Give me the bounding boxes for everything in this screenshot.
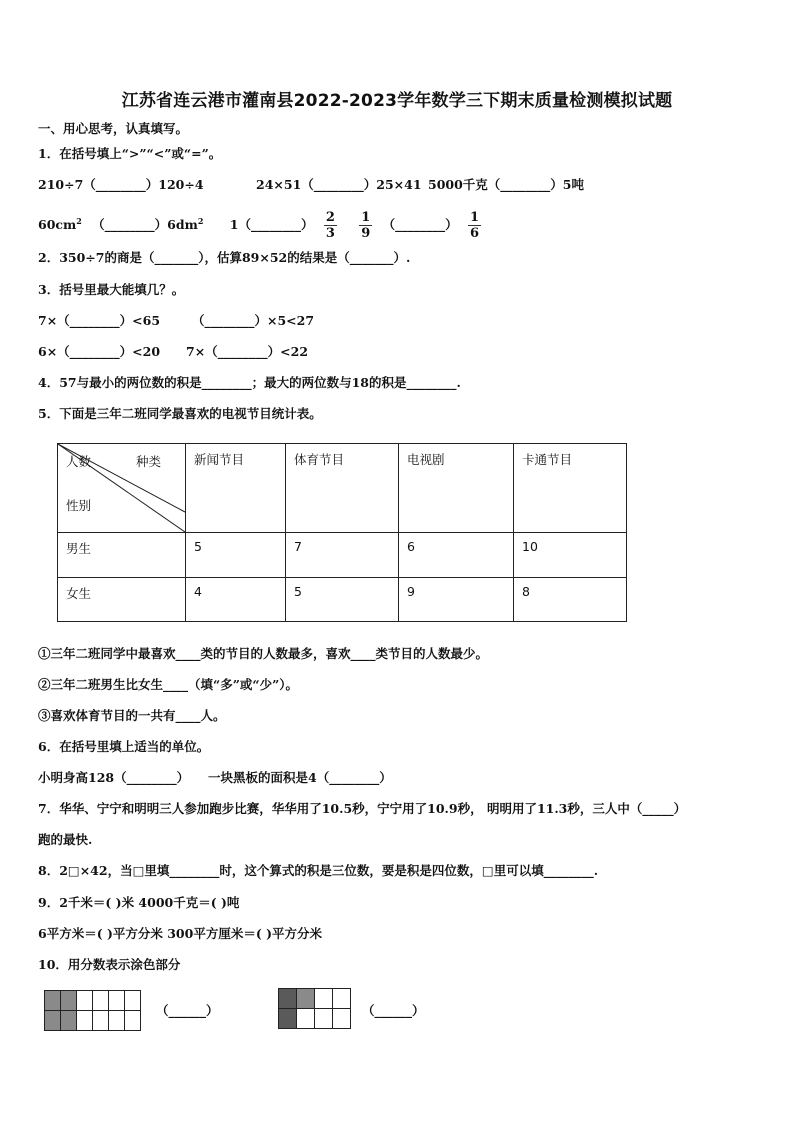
table-corner-cell — [58, 444, 186, 533]
q1-item-5: 1（________） — [229, 217, 314, 233]
q1-row1 — [38, 176, 584, 194]
q3-heading: 3．括号里最大能填几？。 — [38, 282, 185, 297]
q9-line-1: 9．2千米＝( )米 4000千克＝( )吨 — [38, 895, 240, 910]
column-header-drama: 电视剧 — [399, 444, 514, 533]
column-header-news: 新闻节目 — [186, 444, 286, 533]
q8: 8．2□×42，当□里填________时，这个算式的积是三位数，要是积是四位数，□里可以填________. — [38, 863, 599, 878]
q5-sub-2: ②三年二班男生比女生____（填“多”或“少”）。 — [38, 677, 299, 692]
q5-heading: 5．下面是三年二班同学最喜欢的电视节目统计表。 — [38, 406, 322, 421]
q3-item-4: 7×（________）<22 — [186, 344, 309, 359]
q1-heading: 1．在括号填上“>”“<”或“=”。 — [38, 146, 222, 161]
q1-item-3: 5000千克（________）5吨 — [428, 177, 584, 192]
q10-blank-2: （______） — [362, 1003, 425, 1018]
q7-line-2: 跑的最快. — [38, 832, 93, 847]
row-label-girls: 女生 — [58, 578, 186, 622]
tv-program-table — [57, 443, 627, 622]
q1-item-1: 210÷7（________）120÷4 — [38, 177, 204, 192]
q1-item-2: 24×51（________）25×41 — [256, 177, 422, 192]
fraction-2-3: $\frac{2}{3}$ — [325, 210, 335, 242]
table-row — [58, 578, 627, 622]
q3-item-1: 7×（________）<65 — [38, 313, 161, 328]
column-header-cartoon: 卡通节目 — [514, 444, 627, 533]
section-heading: 一、用心思考，认真填写。 — [38, 121, 189, 136]
corner-gender-label: 性别 — [66, 498, 92, 513]
q6-heading: 6．在括号里填上适当的单位。 — [38, 739, 210, 754]
q9-line-2: 6平方米＝( )平方分米 300平方厘米＝( )平方分米 — [38, 926, 323, 941]
shaded-grid-1 — [44, 990, 141, 1031]
fraction-1-9: $\frac{1}{9}$ — [361, 210, 371, 242]
q6-item-1: 小明身高128（________） — [38, 770, 190, 785]
q5-sub-1: ①三年二班同学中最喜欢____类的节目的人数最多，喜欢____类节目的人数最少。 — [38, 646, 489, 661]
corner-people-label: 人数 — [66, 454, 92, 469]
q10-blank-1: （______） — [156, 1003, 219, 1018]
q3-row2 — [38, 343, 308, 361]
q5-sub-3: ③喜欢体育节目的一共有____人。 — [38, 708, 226, 723]
q7-line-1: 7．华华、宁宁和明明三人参加跑步比赛，华华用了10.5秒，宁宁用了10.9秒， 明明用了11.3秒，三人中（_____） — [38, 801, 687, 816]
table-cell: 9 — [399, 578, 514, 622]
q1-item-4a: 60cm — [38, 217, 77, 233]
q2: 2．350÷7的商是（_______），估算89×52的结果是（_______）. — [38, 250, 411, 265]
table-cell: 8 — [514, 578, 627, 622]
table-cell: 10 — [514, 533, 627, 578]
q3-item-3: 6×（________）<20 — [38, 344, 161, 359]
q1-row2: $60cm^2$ $(\_\_\_\_\_\_\_\_)6dm^2$ 1（________） $\frac{2}{3}$ $\frac{1}{9}$ （________） $\frac{1}{6}$ — [38, 210, 480, 242]
column-header-sports: 体育节目 — [286, 444, 399, 533]
q3-row1 — [38, 312, 314, 330]
table-cell: 7 — [286, 533, 399, 578]
table-cell: 5 — [186, 533, 286, 578]
table-cell: 5 — [286, 578, 399, 622]
q4: 4．57与最小的两位数的积是________；最大的两位数与18的积是________. — [38, 375, 461, 390]
table-cell: 4 — [186, 578, 286, 622]
table-cell: 6 — [399, 533, 514, 578]
corner-kind-label: 种类 — [136, 454, 162, 469]
exam-title: 江苏省连云港市灌南县2022-2023学年数学三下期末质量检测模拟试题 — [121, 91, 673, 111]
q6-row — [38, 769, 392, 787]
q1-item-4b: （________）6dm — [92, 217, 198, 233]
q10-heading: 10．用分数表示涂色部分 — [38, 957, 181, 972]
row-label-boys: 男生 — [58, 533, 186, 578]
shaded-grid-2 — [278, 988, 351, 1029]
fraction-1-6: $\frac{1}{6}$ — [470, 210, 480, 242]
q1-item-6: （________） — [382, 217, 458, 233]
table-row — [58, 533, 627, 578]
q3-item-2: （________）×5<27 — [192, 313, 315, 328]
q6-item-2: 一块黑板的面积是4（________） — [208, 770, 392, 785]
